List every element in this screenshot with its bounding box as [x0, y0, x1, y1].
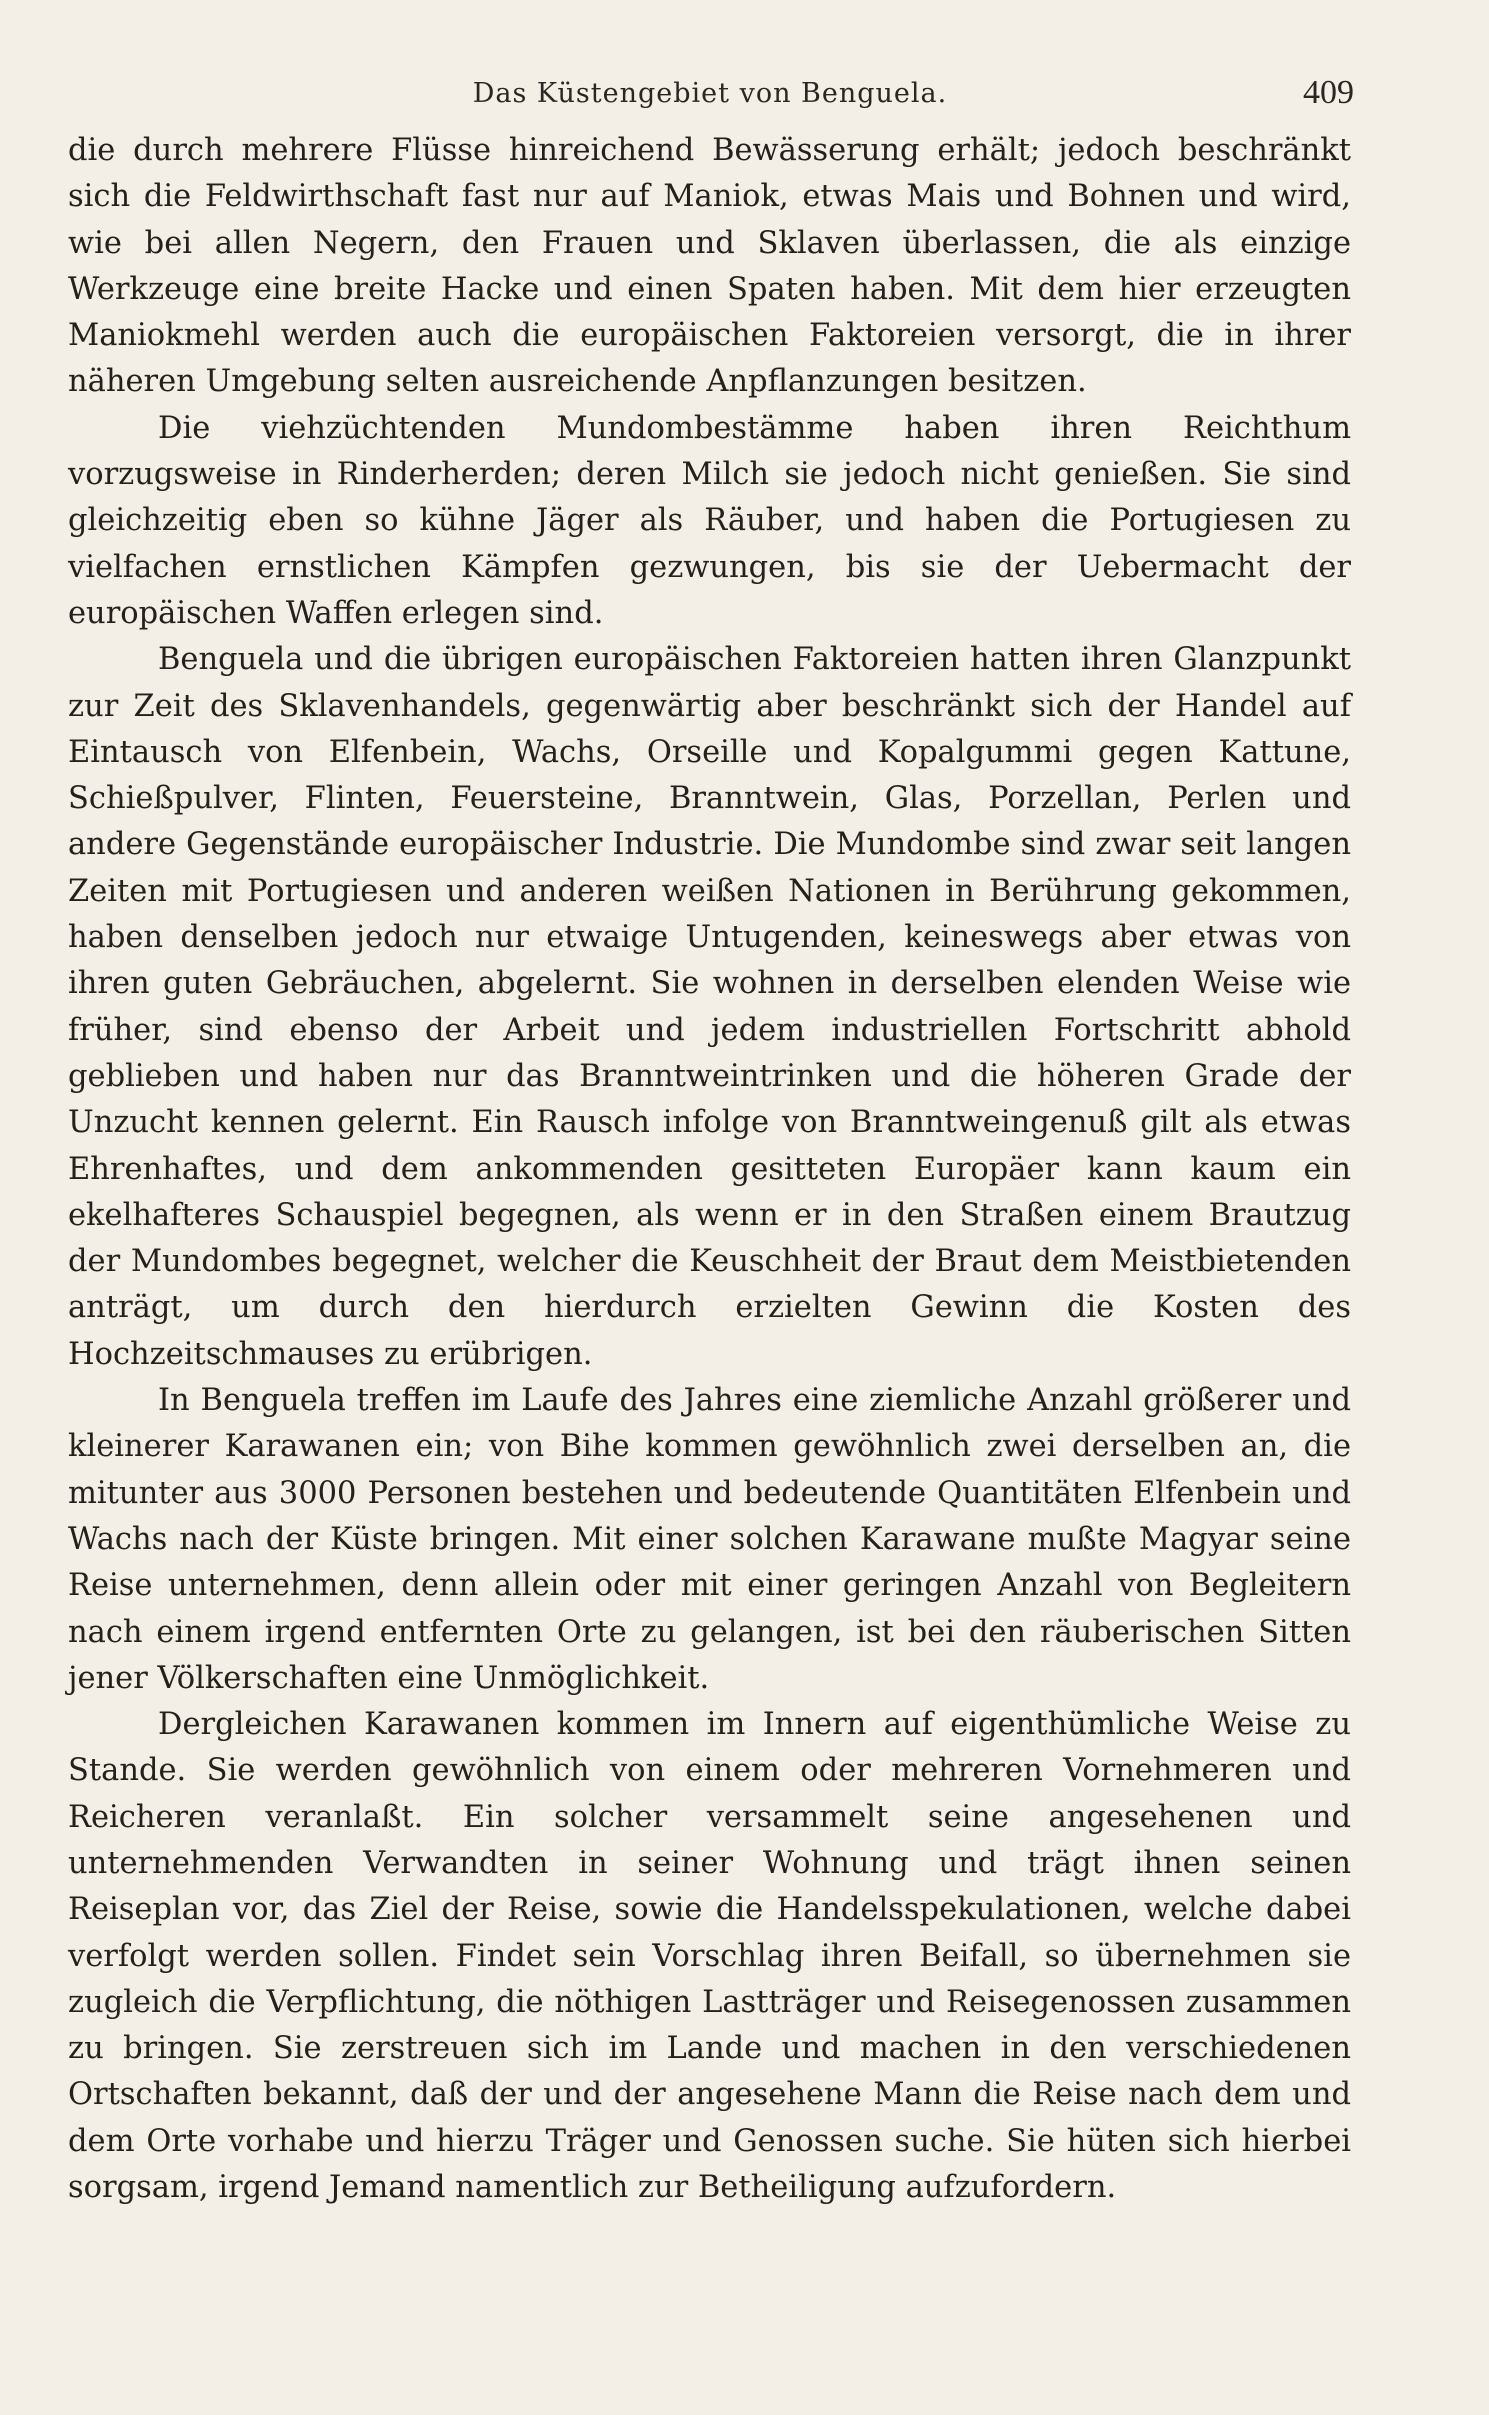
running-title: Das Küstengebiet von Benguela.	[472, 78, 948, 109]
paragraph-4: In Benguela treffen im Laufe des Jahres eine ziemliche Anzahl größerer und kleinerer Karawanen ein; von Bihe kommen gewöhnlich zwei derselben an, die mitunter aus 3000 Personen bestehen und bedeutende Quantitäten Elfenbein und Wachs nach der Küste bringen. Mit einer solchen Karawane mußte Magyar seine Reise unternehmen, denn allein oder mit einer geringen Anzahl von Begleitern nach einem irgend entfernten Orte zu gelangen, ist bei den räuberischen Sitten jener Völkerschaften eine Unmöglichkeit.	[68, 1383, 1351, 1696]
paragraph-2: Die viehzüchtenden Mundombestämme haben ihren Reichthum vorzugsweise in Rinderherden; deren Milch sie jedoch nicht genießen. Sie sind gleichzeitig eben so kühne Jäger als Räuber, und haben die Portugiesen zu vielfachen ernstlichen Kämpfen gezwungen, bis sie der Uebermacht der europäischen Waffen erlegen sind.	[68, 410, 1351, 631]
paragraph-3: Benguela und die übrigen europäischen Faktoreien hatten ihren Glanzpunkt zur Zeit des Sklavenhandels, gegenwärtig aber beschränkt sich der Handel auf Eintausch von Elfenbein, Wachs, Orseille und Kopalgummi gegen Kattune, Schießpulver, Flinten, Feuersteine, Branntwein, Glas, Porzellan, Perlen und andere Gegenstände europäischer Industrie. Die Mundombe sind zwar seit langen Zeiten mit Portugiesen und anderen weißen Nationen in Berührung gekommen, haben denselben jedoch nur etwaige Untugenden, keineswegs aber etwas von ihren guten Gebräuchen, abgelernt. Sie wohnen in derselben elenden Weise wie früher, sind ebenso der Arbeit und jedem industriellen Fortschritt abhold geblieben und haben nur das Branntweintrinken und die höheren Grade der Unzucht kennen gelernt. Ein Rausch infolge von Branntweingenuß gilt als etwas Ehrenhaftes, und dem ankommenden gesitteten Europäer kann kaum ein ekelhafteres Schauspiel begegnen, als wenn er in den Straßen einem Brautzug der Mundombes begegnet, welcher die Keuschheit der Braut dem Meistbietenden anträgt, um durch den hierdurch erzielten Gewinn die Kosten des Hochzeitschmauses zu erübrigen.	[68, 642, 1351, 1372]
body-text	[68, 128, 1351, 2211]
paragraph-1: die durch mehrere Flüsse hinreichend Bewässerung erhält; jedoch beschränkt sich die Feldwirthschaft fast nur auf Maniok, etwas Mais und Bohnen und wird, wie bei allen Negern, den Frauen und Sklaven überlassen, die als einzige Werkzeuge eine breite Hacke und einen Spaten haben. Mit dem hier erzeugten Maniokmehl werden auch die europäischen Faktoreien versorgt, die in ihrer näheren Umgebung selten ausreichende Anpflanzungen besitzen.	[68, 133, 1351, 400]
page-header	[70, 70, 1354, 120]
page-number: 409	[1303, 74, 1354, 111]
paragraph-5: Dergleichen Karawanen kommen im Innern auf eigenthümliche Weise zu Stande. Sie werden gewöhnlich von einem oder mehreren Vornehmeren und Reicheren veranlaßt. Ein solcher versammelt seine angesehenen und unternehmenden Verwandten in seiner Wohnung und trägt ihnen seinen Reiseplan vor, das Ziel der Reise, sowie die Handelsspekulationen, welche dabei verfolgt werden sollen. Findet sein Vorschlag ihren Beifall, so übernehmen sie zugleich die Verpflichtung, die nöthigen Lastträger und Reisegenossen zusammen zu bringen. Sie zerstreuen sich im Lande und machen in den verschiedenen Ortschaften bekannt, daß der und der angesehene Mann die Reise nach dem und dem Orte vorhabe und hierzu Träger und Genossen suche. Sie hüten sich hierbei sorgsam, irgend Jemand namentlich zur Betheiligung aufzufordern.	[68, 1707, 1351, 2206]
